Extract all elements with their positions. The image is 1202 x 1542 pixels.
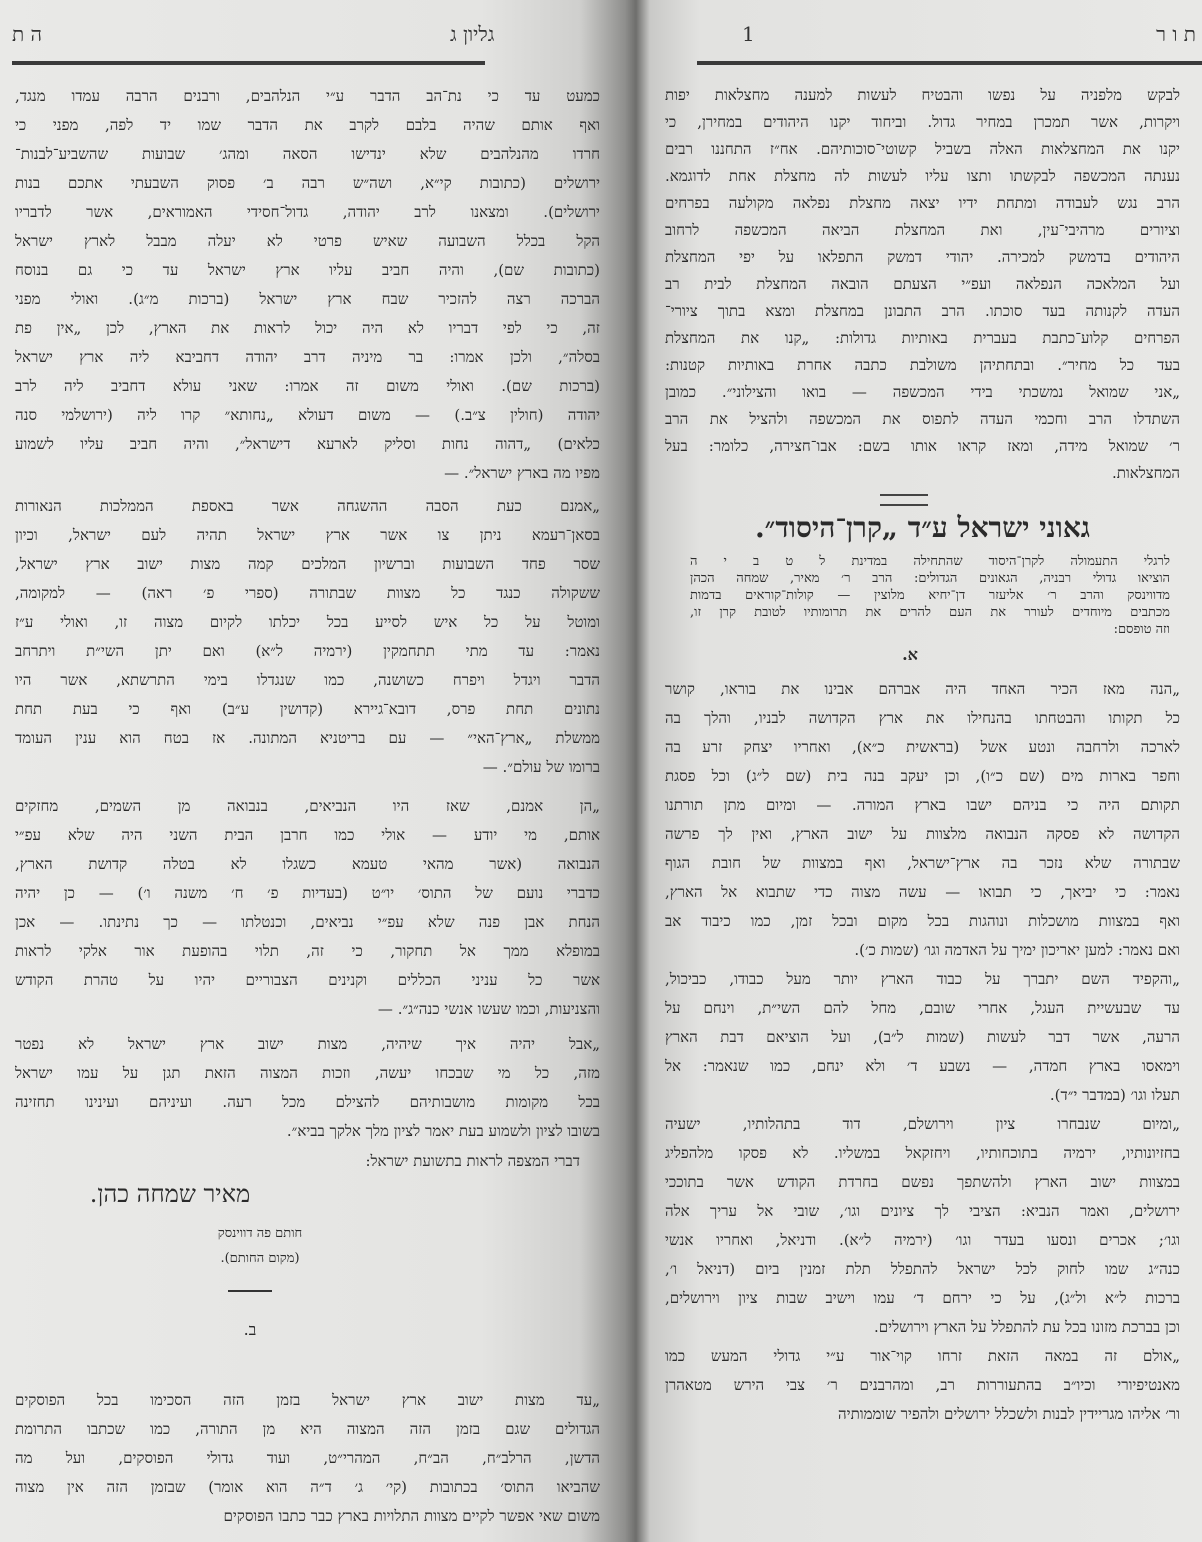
text-line: וכן בברכת מזונו בכל עת להתפלל על הארץ וירושלים. — [874, 1318, 1180, 1336]
left-page-issue-label: גליון ג — [450, 22, 495, 46]
section-a-label: א. — [902, 645, 918, 664]
right-page-corner-label: ת ו ר — [1156, 22, 1196, 46]
section-b-label: ב. — [243, 1320, 257, 1339]
text-line: „ומיום שנבחרו ציון וירושלם, דוד בתהלותיו, ישעיה — [665, 1115, 1180, 1133]
text-line: לארכה ולרחבה ונטע אשל (בראשית כ״א), ואחריו יצחק זרע בה — [665, 738, 1180, 756]
text-line: שסר פחד השבועות וברשיון המלכים קמה מצות ישוב ארץ ישראל, — [15, 555, 600, 573]
text-line: הדשן, הרלב״ח, הב״ח, המהרי״ט, ועוד גדולי הפוסקים, ועל מה — [15, 1449, 600, 1467]
text-line: „אני שמואל נמשכתי בידי המכשפה — בואו והצילוני״. כמובן — [665, 383, 1180, 401]
right-page-number: 1 — [742, 22, 755, 46]
text-line: ור׳ אליהו מגריידין לבנות ולשכלל ירושלים ולהפיר שוממותיה — [838, 1405, 1180, 1423]
text-line: ממשלת „ארץ־האי״ — עם בריטניא המתונה. אז בטח הוא ענין העומד — [15, 729, 600, 747]
text-line: נענתה המכשפה לבקשתו ותצו עליו לעשות לה מחצלת אחת לדוגמא. — [665, 167, 1180, 185]
text-line: בשובו לציון ולשמוע בעת יאמר לציון מלך אלקך בביא״. — [286, 1122, 600, 1140]
text-line: בסלה״, ולכן אמרו: בר מיניה דרב יהודה דחביבא ליה ארץ ישראל — [15, 348, 600, 366]
text-line: יהודה (חולין צ״ב.) — משום דעולא „נחותא״ קרו ליה (ירושלמי סנה — [15, 406, 600, 424]
text-line: (ברכות שם). ואולי משום זה אמרו: שאני עולא דחביב ליה לרב — [15, 377, 600, 395]
text-line: משום שאי אפשר לקיים מצוות התלויות בארץ כבר כתבו הפוסקים — [223, 1507, 600, 1525]
text-line: הקדושה לא פסקה הנבואה מלצוות על ישוב הארץ, ואין לך פרשה — [665, 825, 1180, 843]
text-line: עד שבעשיית העגל, אחרי שובם, מחל להם השי״ת, וינחם על — [665, 999, 1180, 1017]
text-line: זה, כי לפי דבריו לא היה יכול לראות את הארץ, לכן „אין פת — [15, 319, 600, 337]
text-line: „אבל יהיה איך שיהיה, מצות ישוב ארץ ישראל לא נפטר — [15, 1035, 600, 1053]
text-line: הפרחים קלוע־כתבת בעברית באותיות גדולות: „קנו את המחצלת — [665, 329, 1180, 347]
text-line: הנחת אבן פנה שלא עפ״י נביאים, וכנטלתו — כך נתינתו. — אכן — [15, 913, 600, 931]
text-line: שבתורה שלא נזכר בה ארץ־ישראל, ואף במצוות של חובת הגוף — [665, 854, 1180, 872]
text-line: לבקש מלפניה על נפשו והבטיח לעשות למענה מחצלאות יפות — [665, 86, 1180, 104]
text-line: היהודים בדמשק למכירה. יהודי דמשק התפלאו על יפי המחצלת — [665, 248, 1180, 266]
text-line: ואף במצוות מושכלות ונוהגות בכל מקום ובכל זמן, כמו כיבוד אב — [665, 912, 1180, 930]
text-line: וגו׳; אכרים ונסעו בעדר וגו׳ (ירמיה ל״א). ודניאל, ואחריו אנשי — [665, 1231, 1180, 1249]
left-text-block — [15, 1030, 600, 1146]
text-line: הגדולים שגם בזמן הזה המצוה היא מן התורה, כמו שכתבו התרומת — [15, 1420, 600, 1438]
text-line: ירושלים). ומצאנו לרב יהודה, גדול־חסידי האמוראים, אשר לדבריו — [15, 203, 600, 221]
text-line: כדברי נועם של התוס׳ יו״ט (בעדיות פ׳ ח׳ משנה ו׳) — כן יהיה — [15, 884, 600, 902]
right-text-block — [665, 675, 1180, 1429]
text-line: כלאים) „דהוה נחות וסליק לארעא דישראל״, והיה חביב עליו לשמוע — [15, 435, 600, 453]
text-line: תקותם היה כי בניהם ישבו בארץ המורה. — ומיום מתן תורתנו — [665, 796, 1180, 814]
text-line: שהביאו התוס׳ בכתובות (קי׳ ג׳ ד״ה הוא אומר) שבזמן הזה אין מצוה — [15, 1478, 600, 1496]
article-intro — [690, 553, 1170, 638]
text-line: מאנטיפיורי וכיו״ב בהתעוררות רב, ומהרבנים ר׳ צבי הירש מטאהרן — [665, 1376, 1180, 1394]
text-line: הדבר ויגדל ויפרח כשושנה, כמו שנגדלו בימי התרשתא, אשר היו — [15, 671, 600, 689]
text-line: „והקפיד השם יתברך על כבוד הארץ יותר מעל כבודו, כביכול, — [665, 970, 1180, 988]
text-line: ירושלים (כתובות קי״א, ושה״ש רבה ב׳ פסוק השבעתי אתכם בנות — [15, 174, 600, 192]
left-text-block — [15, 492, 600, 782]
text-line: בסאן־רעמא ניתן צו אשר ארץ ישראל תהיה לעם ישראל, וכיון — [15, 526, 600, 544]
text-line: נתונים תחת פרס, דובא־גיירא (קדושין ע״ב) ואף כי בעת תחת — [15, 700, 600, 718]
text-line: הקל בכלל השבועה שאיש פרטי לא יעלה מבבל לארץ ישראל — [15, 232, 600, 250]
text-line: חרדו מהנלהבים שלא ינדישו הסאה ומהג׳ שבועות שהשביע־לבנות־ — [15, 145, 600, 163]
text-line: המחצלאות. — [1111, 464, 1180, 482]
text-line: וחפר בארות מים (שם כ״ו), וכן יעקב בנה בית (שם ל״ג) וכל פסגת — [665, 767, 1180, 785]
text-line: „עד מצות ישוב ארץ ישראל בזמן הזה הסכימו בכל הפוסקים — [15, 1391, 600, 1409]
text-line: במופלא ממך אל תחקור, כי זה, תלוי בהופעת אור אלקי לראות — [15, 942, 600, 960]
right-text-block — [665, 82, 1180, 487]
text-line: מדווינסק והרב ר׳ אליעזר דן־יחיא מלוצין — קולות־קוראים בדמות — [690, 588, 1170, 603]
text-line: והצניעות, וכמו שעשו אנשי כנה״ג״. — — [377, 1000, 600, 1018]
signoff-line: דברי המצפה לראות בתשועת ישראל: — [365, 1152, 580, 1170]
text-line: לרגלי התעמולה לקרן־היסוד שהתחילה במדינת ל ט ב י ה — [690, 554, 1170, 569]
ornament-icon — [880, 494, 928, 506]
left-text-block — [15, 82, 600, 488]
left-text-block — [15, 792, 600, 1024]
text-line: בכל מקומות מושבותיהם להצילם מכל רעה. ועיניהם ועינינו תחזינה — [15, 1093, 600, 1111]
text-line: ברומו של עולם״. — — [482, 758, 600, 776]
text-line: יקנו את המחצלאות האלה בשביל קשוטי־סוכותיהם. אח״ז התחננו רבים — [665, 140, 1180, 158]
text-line: תעלו וגו׳ (במדבר י״ד). — [1049, 1086, 1180, 1104]
text-line: הרב נגש לעבודה ומתחת ידיו יצאה מחצלת נפלאה מקולעה בפרחים — [665, 194, 1180, 212]
text-line: נאמר: עד מתי תתחמקין (ירמיה ל״א) ואם יתן השי״ת ויתרחב — [15, 642, 600, 660]
text-line: „הנה מאז הכיר האחד היה אברהם אבינו את בוראו, קושר — [665, 680, 1180, 698]
text-line: בחזיונותיו, ירמיה בתוכחותיו, ויחזקאל במשליו. לא פסקו מלהפליג — [665, 1144, 1180, 1162]
left-text-block — [15, 1386, 600, 1531]
text-line: ואם נאמר: למען יאריכון ימיך על האדמה וגו׳ (שמות כ׳). — [854, 941, 1180, 959]
text-line: אשר כל עניני הכללים וקנינים הצבוריים יהיו על טהרת הקודש — [15, 971, 600, 989]
text-line: ר׳ שמואל מידה, ומאז קראו אותו בשם: אבו־חצירה, כלומר: בעל — [665, 437, 1180, 455]
seal-place: (מקום החותם). — [220, 1251, 300, 1266]
text-line: ויקרות, אשר תמכרן במחיר גדול. וביחוד יקנו היהודים במחירן, כי — [665, 113, 1180, 131]
text-line: כמעט עד כי נת־הב הדבר ע״י הנלהבים, ורבנים הרבה עמדו מנגד, — [15, 87, 600, 105]
text-line: כל תקותו והבטחתו בהנחילו את ארץ הקדושה לבניו, והלך בה — [665, 709, 1180, 727]
text-line: „אולם זה במאה הזאת זרחו קוי־אור ע״י גדולי המעש כמו — [665, 1347, 1180, 1365]
right-header-rule — [697, 61, 1202, 65]
text-line: הברכה רצה להזכיר שבח ארץ ישראל (ברכות מ״ג). ואולי מפני — [15, 290, 600, 308]
text-line: מפיו מה בארץ ישראל״. — — [444, 464, 600, 482]
left-page-corner-label: ה ת — [12, 22, 43, 46]
text-line: ומוטל על כל איש לסייע בכל יכלתו לקיום מצוה זו, ואולי ע״ז — [15, 613, 600, 631]
text-line: העדה לקנותה בעד סוכתו. הרב התבונן במחצלת ומצא בתוך ציורי־ — [665, 302, 1180, 320]
text-line: וזה טופסם: — [1113, 622, 1170, 637]
text-line: ירושלים, ואמר הנביא: הציבי לך ציונים וגו׳, שובי אל עריך אלה — [665, 1202, 1180, 1220]
text-line: נאמר: כי יביאך, כי תבואו — עשה מצוה כדי שתבוא אל הארץ, — [665, 883, 1180, 901]
left-header-rule — [12, 61, 485, 65]
text-line: (כתובות שם), והיה חביב עליו ארץ ישראל עד כי גם בנוסח — [15, 261, 600, 279]
text-line: „הן אמנם, שאז היו הנביאים, בנבואה מן השמים, מחזקים — [15, 797, 600, 815]
seal-line: חותם פה דווינסק — [217, 1226, 303, 1241]
text-line: במצוות ישוב הארץ ולהשתפך נפשם בחרדת הקודש אשר בתוככי — [665, 1173, 1180, 1191]
text-line: ועל המלאכה הנפלאה ועפ״י הצעתם הובאה המחצלת לבית רב — [665, 275, 1180, 293]
text-line: מזה, כל מי שבכחו יעשה, וזכות המצוה הזאת תגן על עמו ישראל — [15, 1064, 600, 1082]
text-line: וציורים מרהיבי־עין, ואת המחצלת הביאה המכשפה לרחוב — [665, 221, 1180, 239]
article-title: גאוני ישראל ע״ד „קרן־היסוד״. — [754, 511, 1091, 544]
text-line: אותם, מי יודע — אולי כמו חרבן הבית השני היה שלא עפ״י — [15, 826, 600, 844]
text-line: ברכות ל״א ול״ג), על כי ירחם ד׳ עמו וישיב שבות ציון וירושלים, — [665, 1289, 1180, 1307]
signature: מאיר שמחה כהן. — [89, 1180, 251, 1208]
text-line: ששקולה כנגד כל מצוות שבתורה (ספרי פ׳ ראה) — למקומה, — [15, 584, 600, 602]
text-line: השתדלו הרב וחכמי העדה לתפוס את המכשפה ולהציל את הרב — [665, 410, 1180, 428]
text-line: וימאסו בארץ חמדה, — נשבע ד׳ ולא ינחם, כמו שנאמר: אל — [665, 1057, 1180, 1075]
text-line: הרעה, אשר דבר לעשות (שמות ל״ב), ועל הוציאם דבת הארץ — [665, 1028, 1180, 1046]
text-line: מכתבים מיוחדים לעורר את העם להרים את תרומותיו לטובת קרן זו, — [690, 605, 1170, 620]
text-line: כנה״ג שמו לחוק לכל ישראל להתפלל תלת זמנין ביום (דניאל ו׳, — [665, 1260, 1180, 1278]
text-line: הוציאו גדולי רבניה, הגאונים הגדולים: הרב ר׳ מאיר, שמחה הכהן — [690, 571, 1170, 586]
text-line: בעד כל מחיר״. ובתחתיהן משולבת כתבה אחרת באותיות קטנות: — [665, 356, 1180, 374]
text-line: הנבואה (אשר מהאי טעמא כשגלו לא בטלה קדושת הארץ, — [15, 855, 600, 873]
text-line: „אמנם כעת הסבה ההשגחה אשר באספת הממלכות הנאורות — [15, 497, 600, 515]
section-divider — [228, 1290, 272, 1292]
text-line: ואף אותם שהיה בלבם לקרב את הדבר שמו יד לפה, מפני כי — [15, 116, 600, 134]
